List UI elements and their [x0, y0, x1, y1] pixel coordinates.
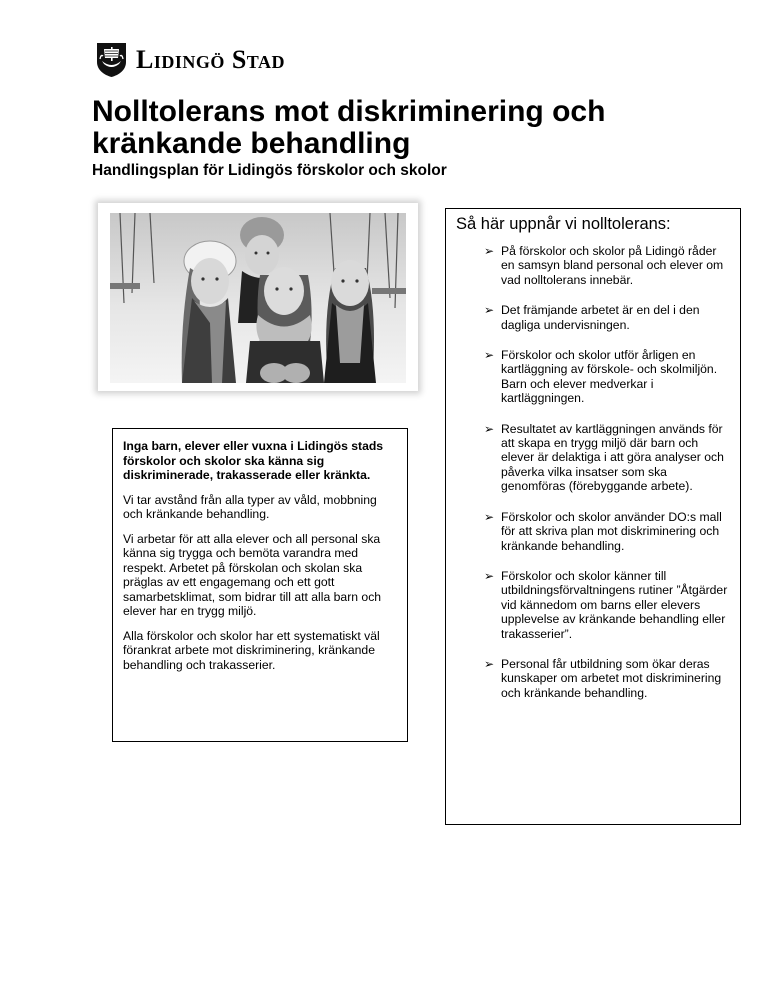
page-title: Nolltolerans mot diskriminering och kränkande behandling — [92, 95, 606, 160]
policy-lead-text: Inga barn, elever eller vuxna i Lidingös stads förskolor och skolor ska känna sig diskriminerade, trakasserade eller kränkta. — [123, 439, 384, 482]
lidingo-stad-logo — [95, 42, 285, 78]
list-item — [456, 657, 730, 700]
viking-ship-shield-icon — [95, 42, 128, 78]
list-item — [456, 510, 730, 553]
list-item-text: Personal får utbildning som ökar deras kunskaper om arbetet mot diskriminering och kränkande behandling. — [501, 656, 722, 700]
photo-frame — [98, 203, 418, 391]
policy-paragraph: Alla förskolor och skolor har ett systematiskt väl förankrat arbete mot diskriminering, kränkande behandling och trakasserier. — [123, 628, 380, 672]
arrow-bullet-icon: ➢ — [484, 244, 495, 258]
zero-tolerance-box — [445, 208, 741, 825]
arrow-bullet-icon: ➢ — [484, 348, 495, 363]
list-item — [456, 422, 730, 494]
zero-tolerance-heading: Så här uppnår vi nolltolerans: — [456, 215, 671, 233]
list-item-text: Resultatet av kartläggningen används för att skapa en trygg miljö där barn och elever är delaktiga i att göra analyser och påverka vilka insatser som ska genomföras (förebyggande arbete). — [501, 421, 724, 494]
photo-of-four-girls-in-winter — [110, 213, 406, 383]
list-item-text: Förskolor och skolor utför årligen en kartläggning av förskole- och skolmiljön. Barn och elever medverkar i kartläggningen. — [501, 348, 718, 406]
policy-paragraph: Vi arbetar för att alla elever och all personal ska känna sig trygga och bemöta varandra med respekt. Arbetet på förskolan och skolan ska präglas av ett engagemang och ett gott samarbetsklimat, som bidrar till att alla barn och elever har en trygg miljö. — [123, 531, 382, 618]
logo-text: Lidingö Stad — [136, 45, 285, 74]
list-item — [456, 569, 730, 641]
zero-tolerance-list — [456, 244, 730, 700]
list-item-text: På förskolor och skolor på Lidingö råder en samsyn bland personal och elever om vad nolltolerans innebär. — [501, 244, 724, 287]
list-item — [456, 303, 730, 332]
list-item-text: Det främjande arbetet är en del i den dagliga undervisningen. — [501, 303, 700, 332]
list-item-text: Förskolor och skolor känner till utbildningsförvaltningens rutiner ”Åtgärder vid kännedom om barns eller elevers upplevelse av kränkande behandling eller trakasserier”. — [501, 568, 728, 641]
page-subtitle: Handlingsplan för Lidingös förskolor och skolor — [92, 162, 447, 179]
arrow-bullet-icon: ➢ — [484, 656, 495, 671]
arrow-bullet-icon: ➢ — [484, 509, 495, 524]
list-item — [456, 348, 730, 406]
policy-statement-box — [112, 428, 408, 742]
arrow-bullet-icon: ➢ — [484, 303, 495, 318]
list-item-text: Förskolor och skolor använder DO:s mall för att skriva plan mot diskriminering och kränkande behandling. — [501, 509, 722, 553]
arrow-bullet-icon: ➢ — [484, 568, 495, 583]
policy-paragraph: Vi tar avstånd från alla typer av våld, mobbning och kränkande behandling. — [123, 492, 377, 521]
list-item — [456, 244, 730, 287]
arrow-bullet-icon: ➢ — [484, 421, 495, 436]
